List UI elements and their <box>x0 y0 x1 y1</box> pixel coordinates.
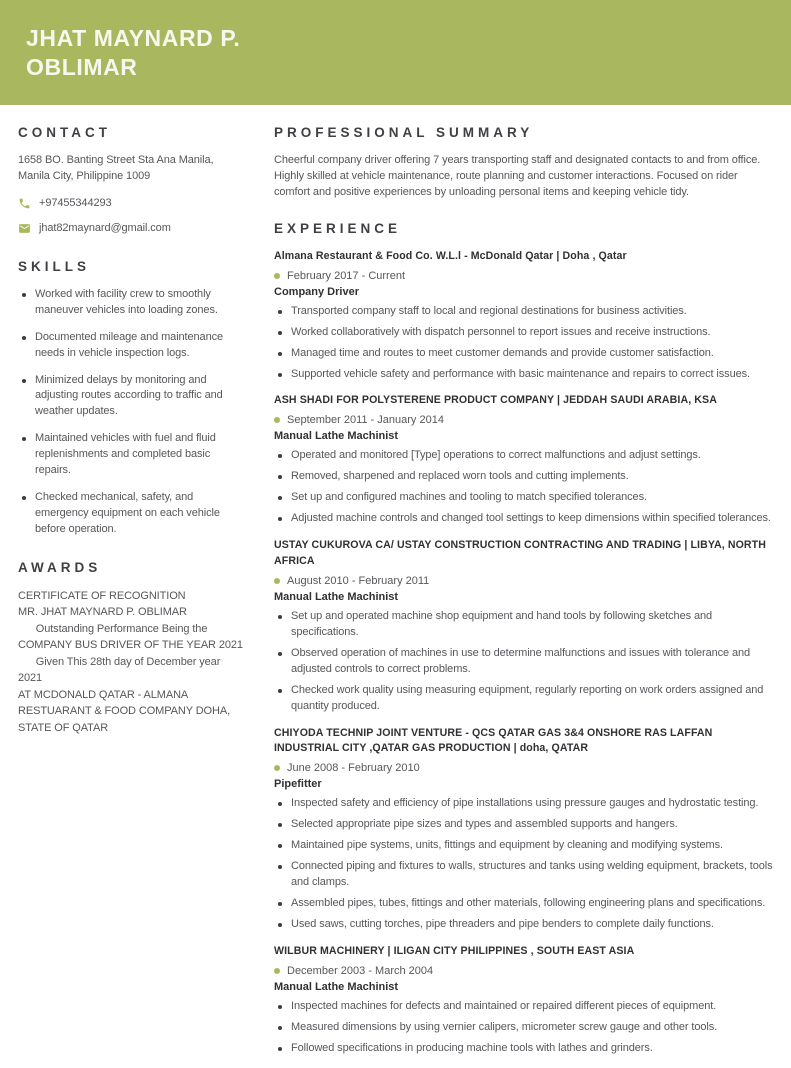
bullet-dot-icon <box>22 293 26 297</box>
bullet-dot-icon <box>22 379 26 383</box>
job-dates-row <box>274 270 775 282</box>
job-bullets <box>274 999 775 1057</box>
job-company: WILBUR MACHINERY | ILIGAN CITY PHILIPPINES , SOUTH EAST ASIA <box>274 944 635 957</box>
job-dates-row <box>274 762 775 774</box>
job-entry <box>274 944 775 1057</box>
bullet-dot-icon <box>278 652 282 656</box>
skill-item <box>18 490 248 538</box>
job-entry <box>274 538 775 714</box>
award-line: 2021 <box>18 672 43 685</box>
job-bullet-text: Selected appropriate pipe sizes and types and assembled supports and hangers. <box>291 818 678 831</box>
summary-section <box>274 125 775 201</box>
bullet-dot-icon <box>278 689 282 693</box>
job-bullets <box>274 796 775 933</box>
job-bullets <box>274 304 775 383</box>
award-line: STATE OF QATAR <box>18 721 109 734</box>
job-bullet-text: Set up and operated machine shop equipment and hand tools by following sketches and specifications. <box>291 609 712 638</box>
job-bullet-text: Connected piping and fixtures to walls, structures and tanks using welding equipment, brackets, tools and clamps. <box>291 860 773 889</box>
job-dates-row <box>274 965 775 977</box>
awards-text <box>18 588 248 737</box>
contact-email: jhat82maynard@gmail.com <box>39 221 171 234</box>
bullet-dot-icon <box>22 496 26 500</box>
bullet-dot-icon <box>278 1026 282 1030</box>
job-bullet-text: Inspected machines for defects and maintained or repaired different pieces of equipment. <box>291 999 717 1012</box>
award-line: COMPANY BUS DRIVER OF THE YEAR 2021 <box>18 639 243 652</box>
job-bullet-text: Set up and configured machines and tooling to match specified tolerances. <box>291 491 647 504</box>
job-bullet <box>274 859 775 891</box>
skill-item <box>18 330 248 362</box>
date-bullet-icon <box>274 417 280 423</box>
contact-heading: CONTACT <box>18 125 111 140</box>
job-role: Manual Lathe Machinist <box>274 590 399 603</box>
job-bullet-text: Adjusted machine controls and changed tool settings to keep dimensions within specified tolerances. <box>291 512 771 525</box>
job-bullet <box>274 511 775 527</box>
bullet-dot-icon <box>22 336 26 340</box>
contact-phone: +97455344293 <box>39 196 112 209</box>
job-company: ASH SHADI FOR POLYSTERENE PRODUCT COMPANY | JEDDAH SAUDI ARABIA, KSA <box>274 394 717 407</box>
job-bullets <box>274 448 775 527</box>
job-bullet-text: Managed time and routes to meet customer demands and provide customer satisfaction. <box>291 346 714 359</box>
content-columns <box>0 105 791 1068</box>
job-bullet <box>274 367 775 383</box>
bullet-dot-icon <box>278 517 282 521</box>
job-bullet-text: Measured dimensions by using vernier calipers, micrometer screw gauge and other tools. <box>291 1020 718 1033</box>
bullet-dot-icon <box>22 437 26 441</box>
bullet-dot-icon <box>278 496 282 500</box>
job-bullet-text: Assembled pipes, tubes, fittings and other materials, following engineering plans and specifications. <box>291 896 766 909</box>
job-bullets <box>274 609 775 715</box>
job-bullet <box>274 469 775 485</box>
bullet-dot-icon <box>278 310 282 314</box>
date-bullet-icon <box>274 273 280 279</box>
experience-heading: EXPERIENCE <box>274 220 402 236</box>
date-bullet-icon <box>274 765 280 771</box>
header-banner <box>0 0 791 105</box>
contact-section <box>18 125 248 237</box>
job-company: USTAY CUKUROVA CA/ USTAY CONSTRUCTION CONTRACTING AND TRADING | LIBYA, NORTH AFRICA <box>274 539 767 567</box>
contact-email-row <box>18 221 248 237</box>
bullet-dot-icon <box>278 923 282 927</box>
award-line: AT MCDONALD QATAR - ALMANA <box>18 688 189 701</box>
summary-heading: PROFESSIONAL SUMMARY <box>274 125 534 140</box>
sidebar <box>18 125 248 1068</box>
award-line: MR. JHAT MAYNARD P. OBLIMAR <box>18 606 187 619</box>
bullet-dot-icon <box>278 373 282 377</box>
job-role: Manual Lathe Machinist <box>274 980 399 993</box>
skill-item <box>18 287 248 319</box>
job-company: Almana Restaurant & Food Co. W.L.l - McDonald Qatar | Doha , Qatar <box>274 249 627 262</box>
skills-heading: SKILLS <box>18 258 91 274</box>
job-bullet <box>274 304 775 320</box>
job-bullet-text: Inspected safety and efficiency of pipe installations using pressure gauges and hydrostatic testing. <box>291 797 759 810</box>
contact-address: 1658 BO. Banting Street Sta Ana Manila, Manila City, Philippine 1009 <box>18 154 214 182</box>
job-dates: August 2010 - February 2011 <box>287 574 430 587</box>
awards-heading: AWARDS <box>18 559 102 575</box>
bullet-dot-icon <box>278 902 282 906</box>
bullet-dot-icon <box>278 844 282 848</box>
bullet-dot-icon <box>278 352 282 356</box>
person-name: JHAT MAYNARD P. OBLIMAR <box>26 24 241 80</box>
job-bullet-text: Worked collaboratively with dispatch personnel to report issues and receive instructions. <box>291 325 711 338</box>
job-bullet <box>274 448 775 464</box>
award-line: Outstanding Performance Being the <box>18 622 208 635</box>
job-role: Manual Lathe Machinist <box>274 430 399 443</box>
bullet-dot-icon <box>278 1047 282 1051</box>
job-role: Pipefitter <box>274 778 322 791</box>
skills-list <box>18 287 248 538</box>
skill-text: Documented mileage and maintenance needs in vehicle inspection logs. <box>35 330 223 359</box>
job-dates-row <box>274 414 775 426</box>
bullet-dot-icon <box>278 331 282 335</box>
job-bullet-text: Followed specifications in producing machine tools with lathes and grinders. <box>291 1041 653 1054</box>
skill-item <box>18 431 248 479</box>
skill-text: Worked with facility crew to smoothly maneuver vehicles into loading zones. <box>35 287 218 316</box>
job-bullet-text: Removed, sharpened and replaced worn tools and cutting implements. <box>291 470 629 483</box>
job-bullet-text: Operated and monitored [Type] operations to correct malfunctions and adjust settings. <box>291 449 701 462</box>
job-bullet-text: Observed operation of machines in use to determine malfunctions and issues with tolerance and adjusted controls to correct problems. <box>291 646 751 675</box>
job-bullet <box>274 817 775 833</box>
job-dates: September 2011 - January 2014 <box>287 414 444 427</box>
job-bullet <box>274 646 775 678</box>
job-bullet <box>274 490 775 506</box>
bullet-dot-icon <box>278 802 282 806</box>
job-bullet-text: Maintained pipe systems, units, fittings and equipment by cleaning and modifying systems. <box>291 839 723 852</box>
skill-text: Checked mechanical, safety, and emergency equipment on each vehicle before operation. <box>35 491 220 535</box>
award-line: CERTIFICATE OF RECOGNITION <box>18 589 186 602</box>
job-dates: December 2003 - March 2004 <box>287 964 434 977</box>
job-bullet <box>274 1041 775 1057</box>
job-bullet <box>274 796 775 812</box>
email-icon <box>18 222 31 235</box>
bullet-dot-icon <box>278 454 282 458</box>
job-bullet <box>274 609 775 641</box>
bullet-dot-icon <box>278 475 282 479</box>
job-role: Company Driver <box>274 285 359 298</box>
award-line: Given This 28th day of December year <box>18 655 221 668</box>
job-bullet <box>274 325 775 341</box>
job-bullet <box>274 896 775 912</box>
skill-text: Maintained vehicles with fuel and fluid replenishments and completed basic repairs. <box>35 432 216 477</box>
job-bullet-text: Used saws, cutting torches, pipe threaders and pipe benders to complete daily functions. <box>291 917 714 930</box>
job-bullet <box>274 1020 775 1036</box>
date-bullet-icon <box>274 578 280 584</box>
date-bullet-icon <box>274 968 280 974</box>
skill-text: Minimized delays by monitoring and adjusting routes according to traffic and weather updates. <box>35 373 223 418</box>
job-dates: February 2017 - Current <box>287 269 405 282</box>
contact-phone-row <box>18 196 248 212</box>
job-bullet-text: Checked work quality using measuring equipment, regularly reporting on work orders assigned and quantity produced. <box>291 683 764 712</box>
job-bullet-text: Supported vehicle safety and performance with basic maintenance and repairs to correct issues. <box>291 367 750 380</box>
bullet-dot-icon <box>278 1005 282 1009</box>
skills-section <box>18 259 248 538</box>
main-content <box>274 125 775 1068</box>
job-bullet <box>274 999 775 1015</box>
bullet-dot-icon <box>278 865 282 869</box>
experience-section <box>274 221 775 1057</box>
job-dates: June 2008 - February 2010 <box>287 762 420 775</box>
job-entry <box>274 249 775 383</box>
summary-text: Cheerful company driver offering 7 years transporting staff and designated contacts to and from office. Highly skilled at vehicle maintenance, route planning and customer interactions. Focused on rider comfort and positive experiences by unloading personal items and keeping vehicle tidy. <box>274 154 761 198</box>
skill-item <box>18 373 248 421</box>
job-bullet <box>274 917 775 933</box>
award-line: RESTUARANT & FOOD COMPANY DOHA, <box>18 705 231 718</box>
job-company: CHIYODA TECHNIP JOINT VENTURE - QCS QATAR GAS 3&4 ONSHORE RAS LAFFAN INDUSTRIAL CITY ,QATAR GAS PRODUCTION | doha, QATAR <box>274 726 713 755</box>
awards-section <box>18 560 248 737</box>
job-bullet <box>274 346 775 362</box>
job-bullet-text: Transported company staff to local and regional destinations for business activities. <box>291 304 687 317</box>
job-dates-row <box>274 575 775 587</box>
job-bullet <box>274 683 775 715</box>
job-entry <box>274 726 775 933</box>
job-entry <box>274 393 775 527</box>
phone-icon <box>18 197 31 210</box>
bullet-dot-icon <box>278 615 282 619</box>
bullet-dot-icon <box>278 823 282 827</box>
job-bullet <box>274 838 775 854</box>
